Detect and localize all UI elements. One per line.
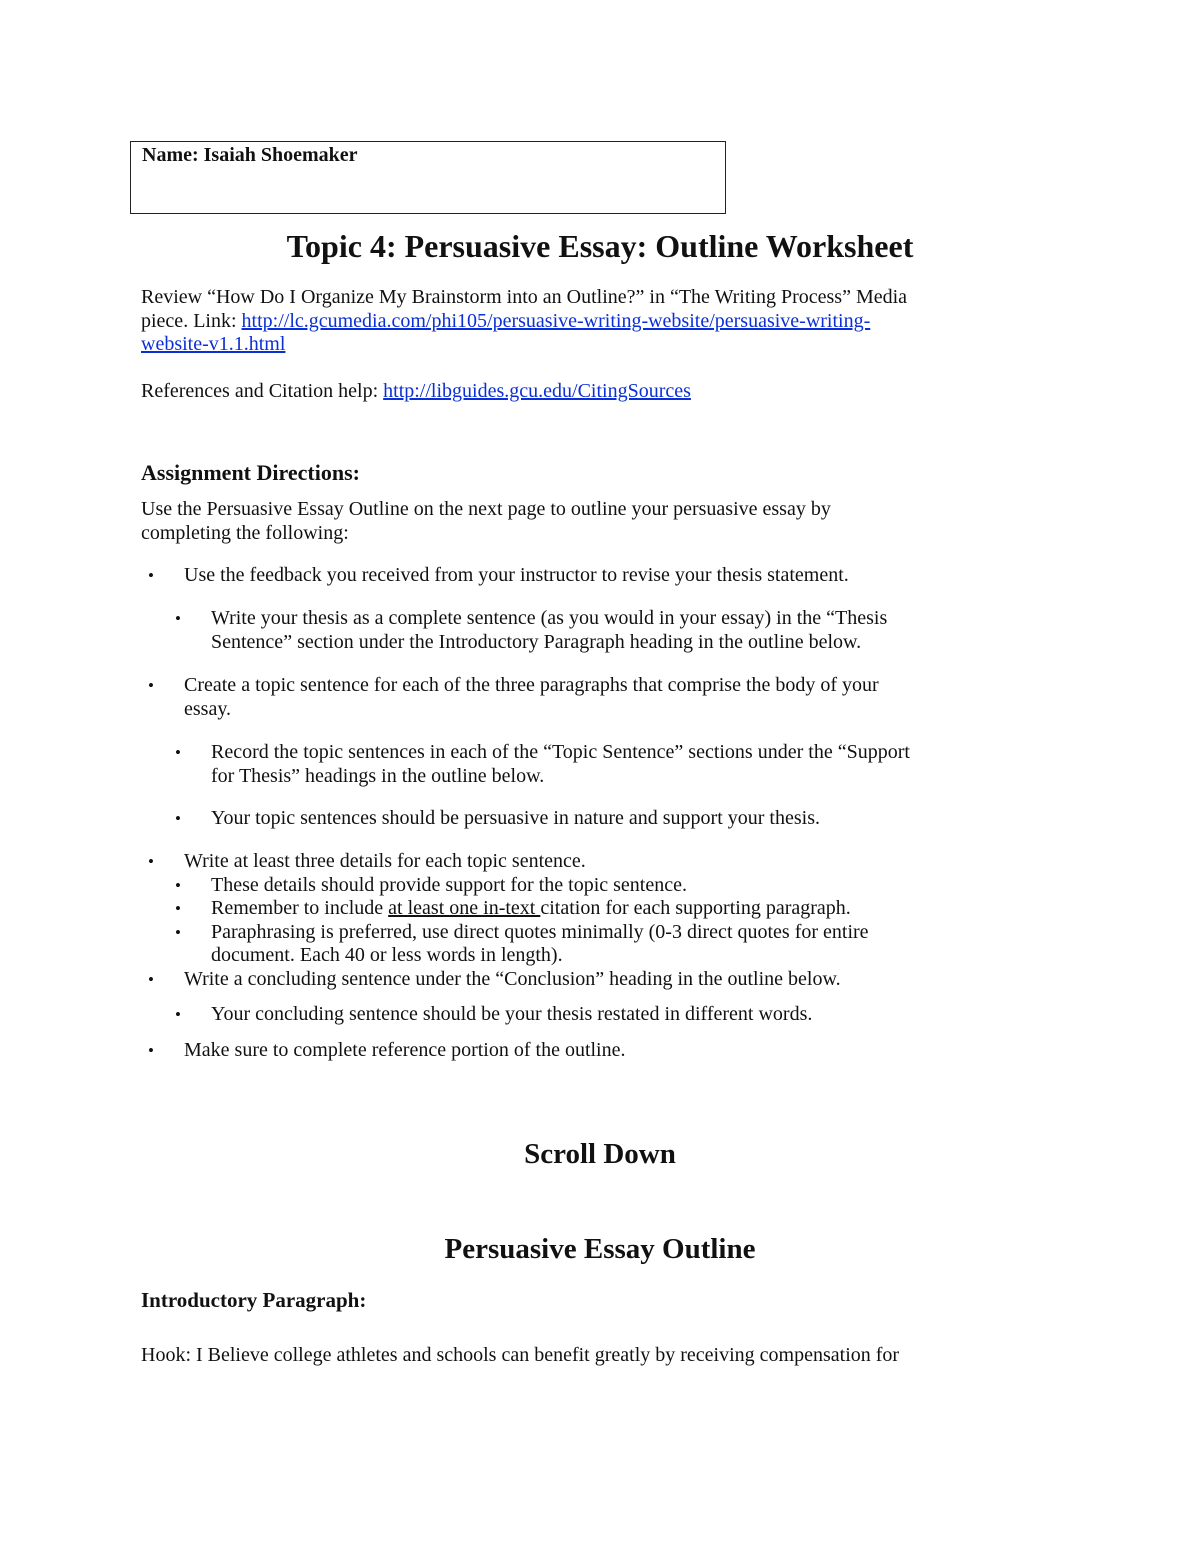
direction-item-1: Use the feedback you received from your instructor to revise your thesis statement. xyxy=(184,564,849,586)
direction-item-5: Make sure to complete reference portion of the outline. xyxy=(184,1039,626,1061)
direction-item-4: Write a concluding sentence under the “Conclusion” heading in the outline below. xyxy=(184,968,841,990)
bullet-icon: • xyxy=(175,899,181,918)
subitem-3-2-text-a: Remember to include xyxy=(211,897,389,919)
direction-subitem-1-1-line-1: Write your thesis as a complete sentence (as you would in your essay) in the “Thesis xyxy=(211,607,888,629)
citation-help-link[interactable]: http://libguides.gcu.edu/CitingSources xyxy=(383,380,691,402)
directions-heading: Assignment Directions: xyxy=(141,460,360,485)
bullet-icon: • xyxy=(175,1005,181,1024)
introductory-paragraph-heading: Introductory Paragraph: xyxy=(141,1288,367,1312)
review-line-1: Review “How Do I Organize My Brainstorm into an Outline?” in “The Writing Process” Media xyxy=(141,286,908,308)
direction-subitem-3-3-line-2: document. Each 40 or less words in length). xyxy=(211,944,563,966)
subitem-3-2-text-b: citation for each supporting paragraph. xyxy=(540,897,851,919)
media-link-part-2[interactable]: website-v1.1.html xyxy=(141,333,286,355)
page-title: Topic 4: Persuasive Essay: Outline Worksheet xyxy=(286,228,914,264)
directions-intro-line-1: Use the Persuasive Essay Outline on the next page to outline your persuasive essay by xyxy=(141,498,831,520)
review-line-2 xyxy=(141,310,870,334)
references-line xyxy=(141,380,691,404)
direction-item-2-line-2: essay. xyxy=(184,698,232,720)
direction-subitem-3-3-line-1: Paraphrasing is preferred, use direct quotes minimally (0-3 direct quotes for entire xyxy=(211,921,869,943)
bullet-icon: • xyxy=(148,676,154,695)
review-line-3 xyxy=(141,333,285,357)
bullet-icon: • xyxy=(175,876,181,895)
direction-subitem-2-2: Your topic sentences should be persuasive in nature and support your thesis. xyxy=(211,807,820,829)
references-label: References and Citation help: xyxy=(141,380,384,402)
bullet-icon: • xyxy=(148,970,154,989)
direction-subitem-4-1: Your concluding sentence should be your thesis restated in different words. xyxy=(211,1003,813,1025)
outline-heading: Persuasive Essay Outline xyxy=(444,1233,756,1265)
name-field: Name: Isaiah Shoemaker xyxy=(142,144,358,166)
bullet-icon: • xyxy=(148,1041,154,1060)
direction-subitem-2-1-line-1: Record the topic sentences in each of the “Topic Sentence” sections under the “Support xyxy=(211,741,910,763)
scroll-down-heading: Scroll Down xyxy=(524,1138,676,1170)
review-link-prefix: piece. Link: xyxy=(141,310,242,332)
bullet-icon: • xyxy=(175,609,181,628)
bullet-icon: • xyxy=(175,809,181,828)
direction-subitem-3-2 xyxy=(211,897,851,921)
subitem-3-2-underlined: at least one in-text xyxy=(388,897,541,919)
direction-subitem-1-1-line-2: Sentence” section under the Introductory Paragraph heading in the outline below. xyxy=(211,631,862,653)
direction-subitem-2-1-line-2: for Thesis” headings in the outline below. xyxy=(211,765,545,787)
hook-sentence: Hook: I Believe college athletes and schools can benefit greatly by receiving compensation for xyxy=(141,1344,900,1366)
direction-subitem-3-1: These details should provide support for the topic sentence. xyxy=(211,874,687,896)
directions-intro-line-2: completing the following: xyxy=(141,522,349,544)
media-link-part-1[interactable]: http://lc.gcumedia.com/phi105/persuasive-writing-website/persuasive-writing- xyxy=(241,310,871,332)
direction-item-2-line-1: Create a topic sentence for each of the three paragraphs that comprise the body of your xyxy=(184,674,879,696)
bullet-icon: • xyxy=(148,852,154,871)
direction-item-3: Write at least three details for each topic sentence. xyxy=(184,850,586,872)
bullet-icon: • xyxy=(175,743,181,762)
bullet-icon: • xyxy=(175,923,181,942)
name-field-box[interactable] xyxy=(130,141,726,214)
bullet-icon: • xyxy=(148,566,154,585)
